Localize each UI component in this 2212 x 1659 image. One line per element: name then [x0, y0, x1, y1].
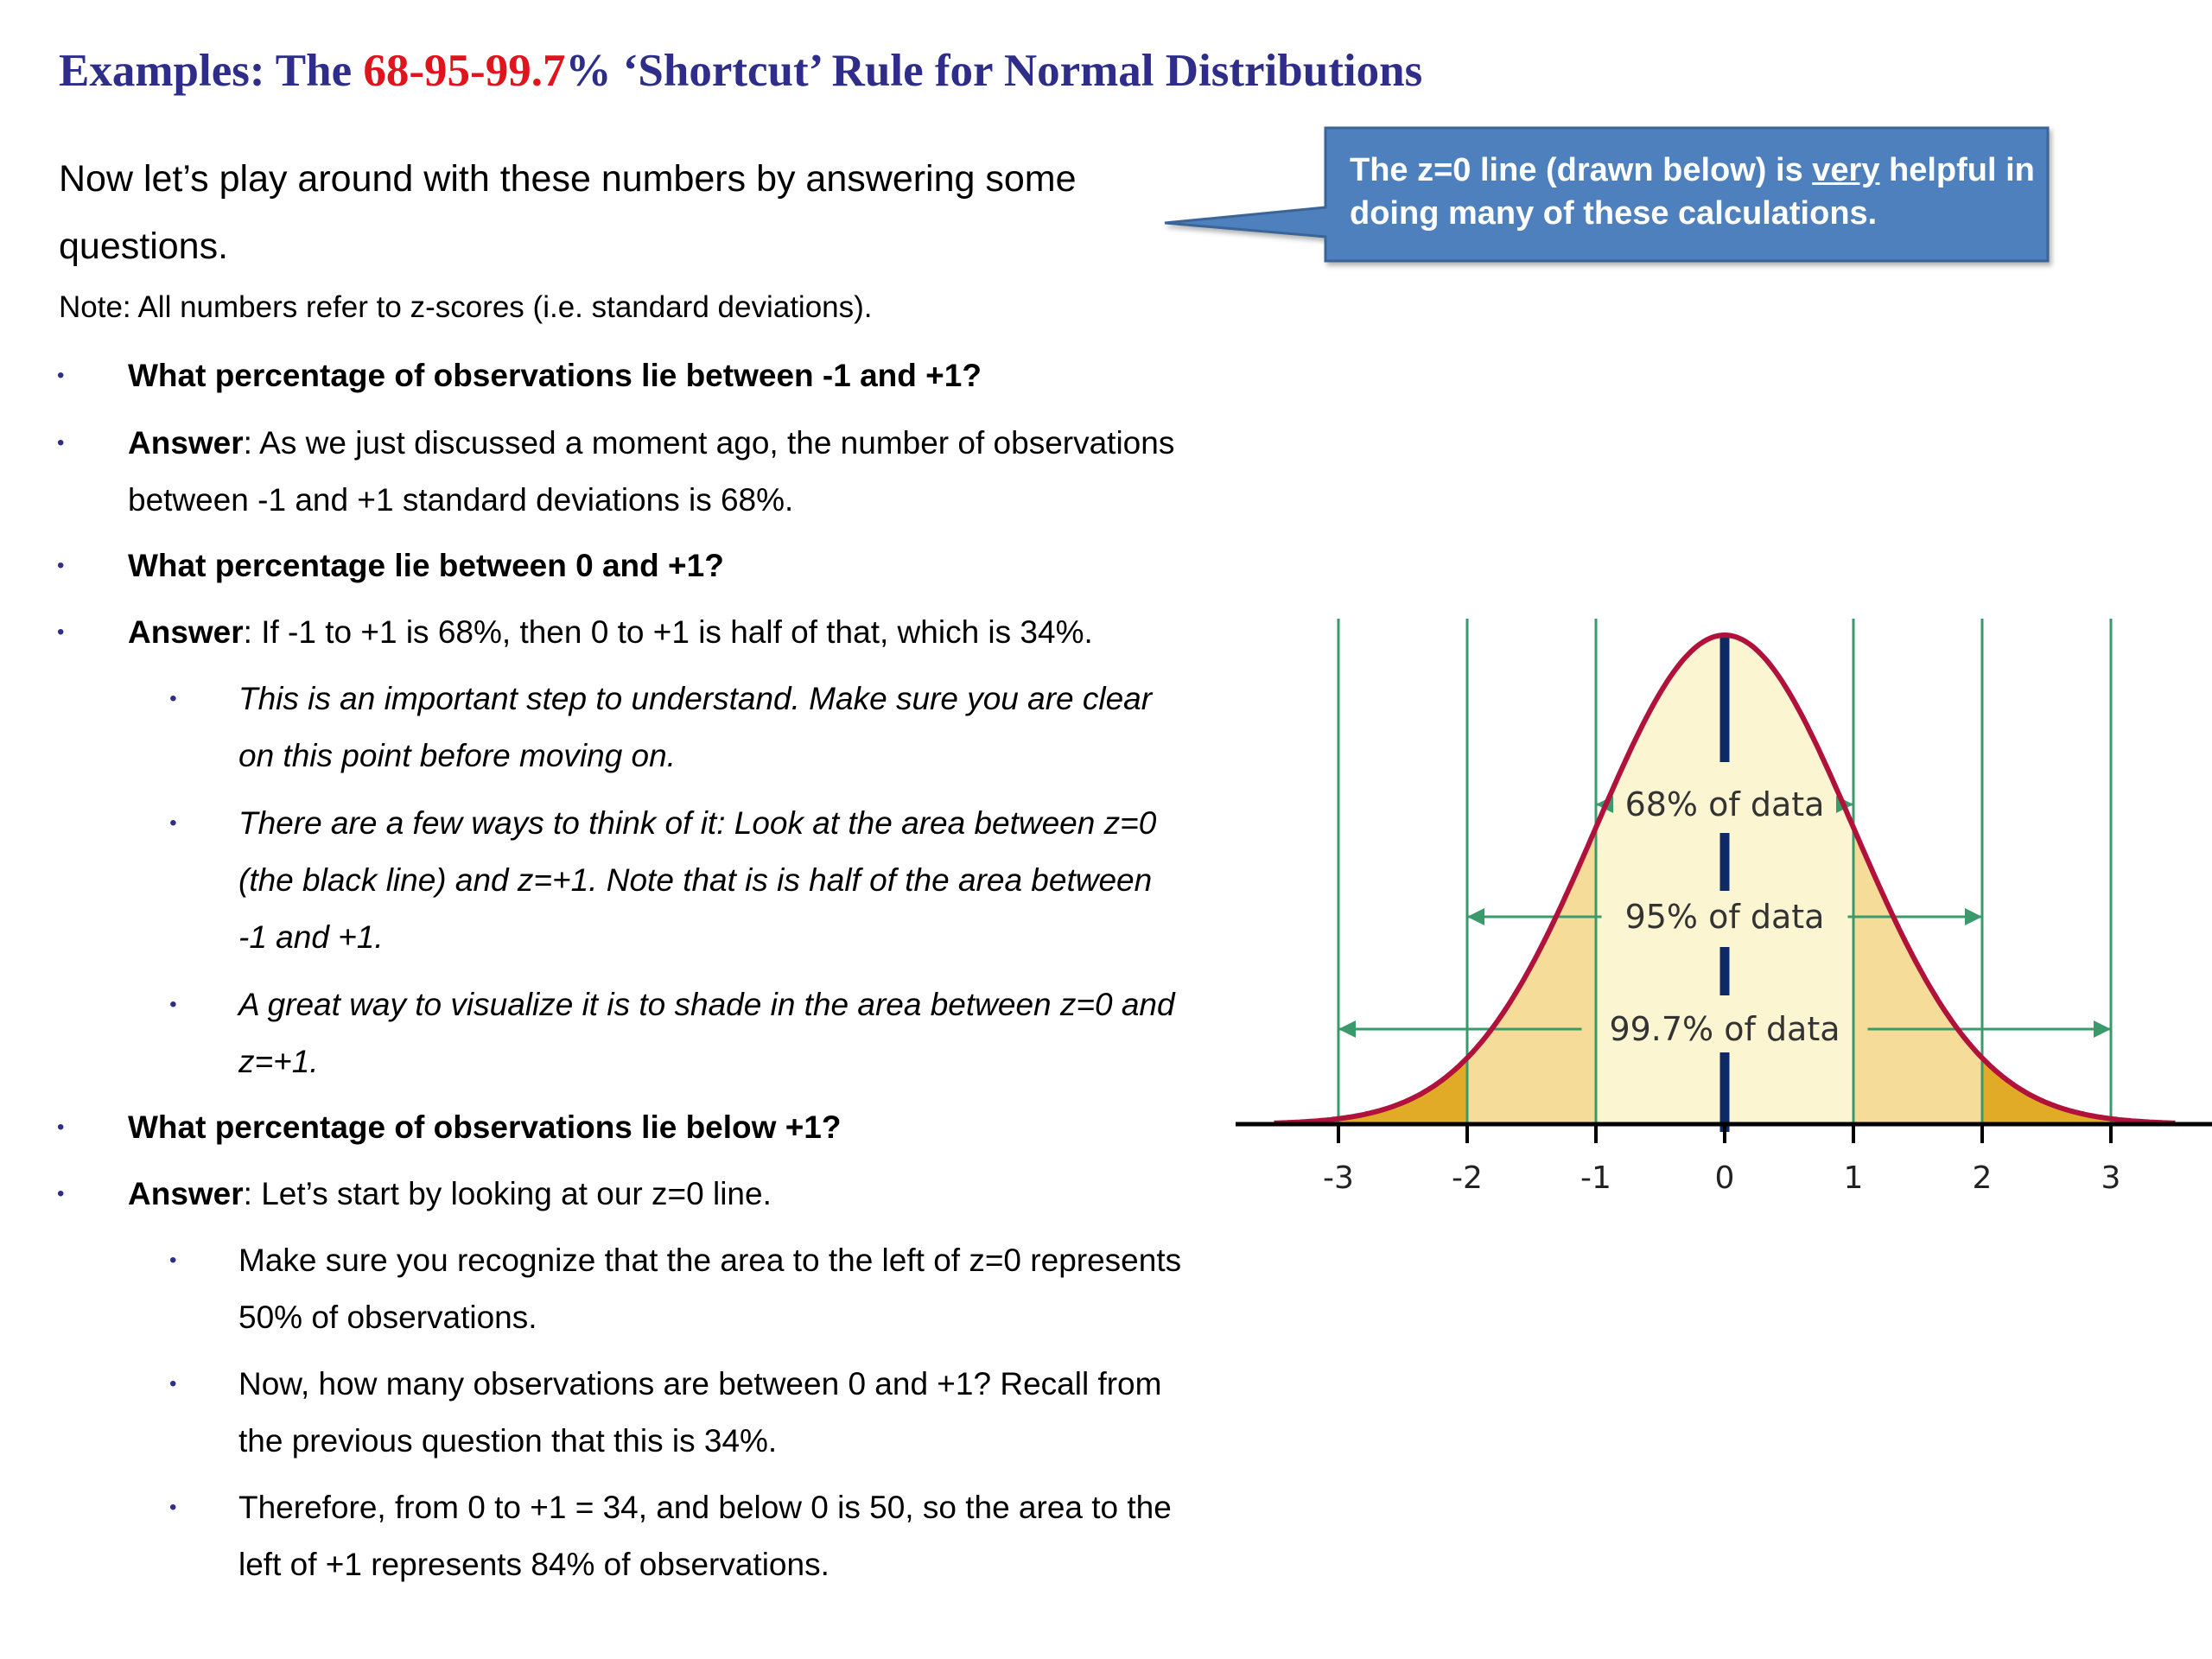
question-1: • What percentage of observations lie between -1 and +1?	[128, 347, 1191, 404]
range-arrow-right-2	[2094, 1020, 2111, 1038]
answer-3-sub-2: • Now, how many observations are between 0 and +1? Recall from the previous question that this is 34%.	[238, 1356, 1189, 1470]
answer-3-sub-3: • Therefore, from 0 to +1 = 34, and below 0 is 50, so the area to the left of +1 represents 84% of observations.	[238, 1479, 1189, 1593]
answer-3-sub-1: • Make sure you recognize that the area to the left of z=0 represents 50% of observations.	[238, 1232, 1189, 1346]
answer-3: • Answer: Let’s start by looking at our z=0 line.	[128, 1166, 1191, 1223]
range-arrow-left-1	[1467, 908, 1484, 925]
intro-text: Now let’s play around with these numbers by answering some questions.	[59, 158, 1077, 267]
tick-labels	[1323, 1160, 2120, 1196]
range-label-0: 68% of data	[1624, 785, 1825, 823]
range-arrow-left-2	[1338, 1020, 1356, 1038]
answer-2-sub-1: • This is an important step to understand. Make sure you are clear on this point before moving on.	[238, 671, 1189, 785]
callout-text: The z=0 line (drawn below) is very helpful in doing many of these calculations.	[1350, 152, 2035, 232]
range-arrow-right-1	[1965, 908, 1982, 925]
question-3: • What percentage of observations lie below +1?	[128, 1099, 1191, 1156]
range-label-1: 95% of data	[1624, 898, 1825, 936]
slide-title: Examples: The 68-95-99.7% ‘Shortcut’ Rule for Normal Distributions	[59, 46, 1423, 96]
answer-2: • Answer: If -1 to +1 is 68%, then 0 to +1 is half of that, which is 34%.	[128, 604, 1191, 661]
tick-label-2: -1	[1580, 1160, 1611, 1196]
answer-2-sub-3: • A great way to visualize it is to shade in the area between z=0 and z=+1.	[238, 976, 1189, 1090]
range-label-2: 99.7% of data	[1609, 1010, 1840, 1048]
answer-2-sub-2: • There are a few ways to think of it: Look at the area between z=0 (the black line) and z=+1. Note that is is half of the area between -1 and +1.	[238, 795, 1189, 966]
tick-label-4: 1	[1843, 1160, 1864, 1196]
tick-label-1: -2	[1452, 1160, 1483, 1196]
bell-curve-diagram	[1227, 311, 2212, 1210]
tick-label-3: 0	[1714, 1160, 1735, 1196]
answer-1: • Answer: As we just discussed a moment ago, the number of observations between -1 and +1 standard deviations is 68%.	[128, 415, 1191, 529]
question-2: • What percentage lie between 0 and +1?	[128, 537, 1191, 594]
note-text: Note: All numbers refer to z-scores (i.e. standard deviations).	[59, 290, 873, 324]
tick-label-0: -3	[1323, 1160, 1354, 1196]
x-axis	[1236, 1124, 2212, 1143]
tick-label-5: 2	[1972, 1160, 1993, 1196]
tick-label-6: 3	[2101, 1160, 2121, 1196]
